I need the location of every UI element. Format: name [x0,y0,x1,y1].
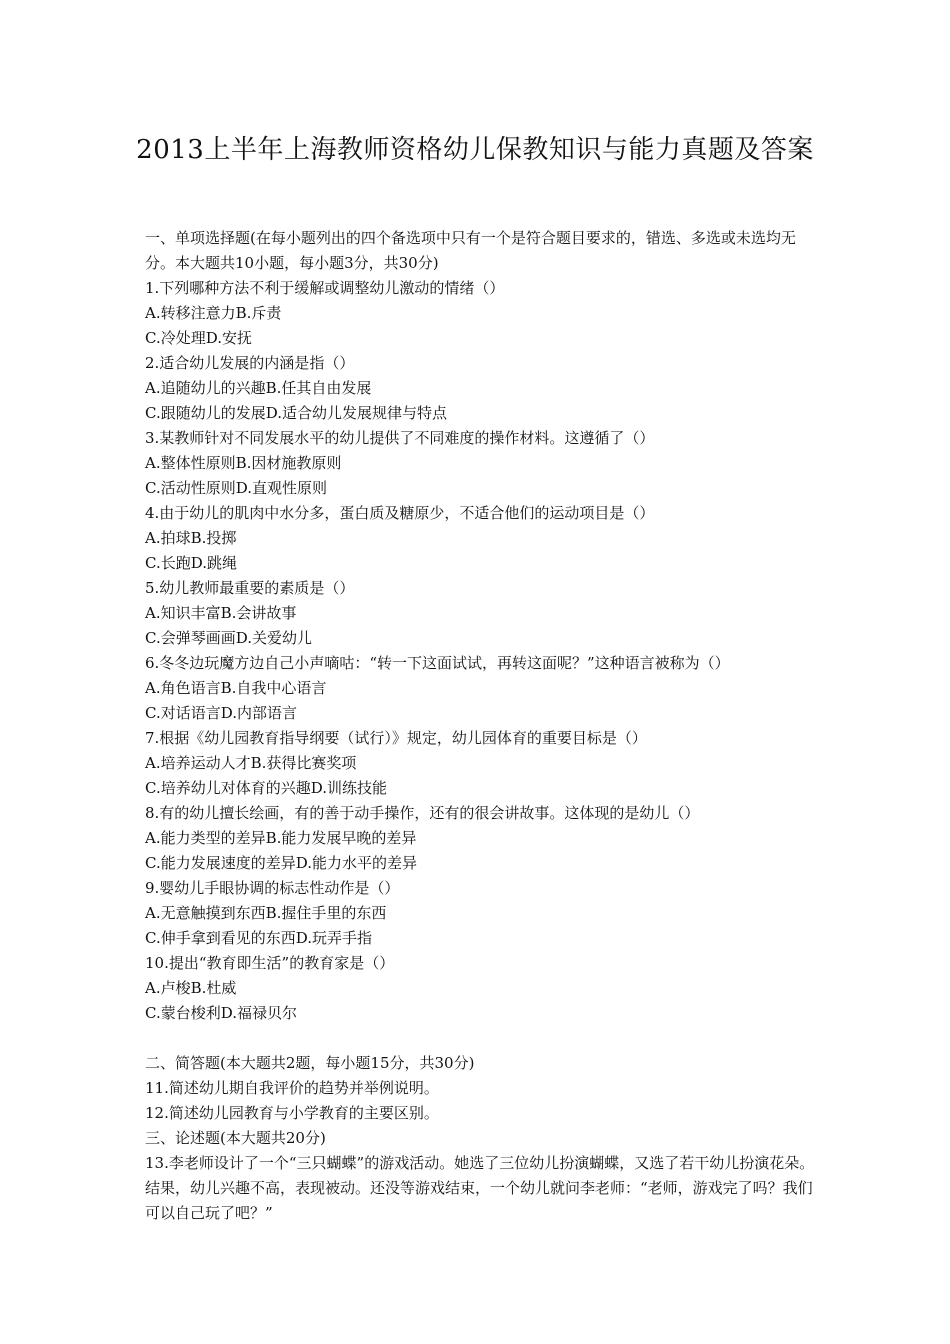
exam-content [145,226,820,1226]
question-5-options-cd: C.会弹琴画画D.关爱幼儿 [145,629,312,647]
question-6-options-ab: A.角色语言B.自我中心语言 [145,679,327,697]
section-spacer [145,1026,820,1051]
page-title: 2013上半年上海教师资格幼儿保教知识与能力真题及答案 [136,135,814,165]
question-7: 7.根据《幼儿园教育指导纲要（试行）》规定，幼儿园体育的重要目标是（） [145,729,647,747]
question-4-options-cd: C.长跑D.跳绳 [145,554,237,572]
question-8-options-ab: A.能力类型的差异B.能力发展早晚的差异 [145,829,417,847]
question-9-options-ab: A.无意触摸到东西B.握住手里的东西 [145,904,387,922]
question-6-options-cd: C.对话语言D.内部语言 [145,704,297,722]
question-11: 11.简述幼儿期自我评价的趋势并举例说明。 [145,1079,439,1097]
question-13: 13.李老师设计了一个“三只蝴蝶”的游戏活动。她选了三位幼儿扮演蝴蝶，又选了若干幼儿扮演花朵。结果，幼儿兴趣不高，表现被动。还没等游戏结束，一个幼儿就问李老师：“老师，游戏完了吗？我们可以自己玩了吧？” [145,1154,815,1222]
section1-header: 一、单项选择题(在每小题列出的四个备选项中只有一个是符合题目要求的，错选、多选或未选均无分。本大题共10小题，每小题3分，共30分) [145,229,796,272]
section2-header: 二、简答题(本大题共2题，每小题15分，共30分) [145,1054,475,1072]
question-3-options-cd: C.活动性原则D.直观性原则 [145,479,327,497]
question-4: 4.由于幼儿的肌肉中水分多，蛋白质及糖原少，不适合他们的运动项目是（） [145,504,655,522]
question-10: 10.提出“教育即生活”的教育家是（） [145,954,395,972]
question-12: 12.简述幼儿园教育与小学教育的主要区别。 [145,1104,439,1122]
question-2-options-ab: A.追随幼儿的兴趣B.任其自由发展 [145,379,372,397]
question-1: 1.下列哪种方法不利于缓解或调整幼儿激动的情绪（） [145,279,505,297]
question-3-options-ab: A.整体性原则B.因材施教原则 [145,454,342,472]
section3-header: 三、论述题(本大题共20分) [145,1129,326,1147]
question-8: 8.有的幼儿擅长绘画，有的善于动手操作，还有的很会讲故事。这体现的是幼儿（） [145,804,700,822]
question-7-options-ab: A.培养运动人才B.获得比赛奖项 [145,754,357,772]
question-6: 6.冬冬边玩魔方边自己小声嘀咕：“转一下这面试试，再转这面呢？”这种语言被称为（） [145,654,730,672]
question-1-options-cd: C.冷处理D.安抚 [145,329,252,347]
question-10-options-ab: A.卢梭B.杜威 [145,979,237,997]
question-5-options-ab: A.知识丰富B.会讲故事 [145,604,297,622]
question-10-options-cd: C.蒙台梭利D.福禄贝尔 [145,1004,297,1022]
question-4-options-ab: A.拍球B.投掷 [145,529,237,547]
question-7-options-cd: C.培养幼儿对体育的兴趣D.训练技能 [145,779,387,797]
question-3: 3.某教师针对不同发展水平的幼儿提供了不同难度的操作材料。这遵循了（） [145,429,655,447]
question-8-options-cd: C.能力发展速度的差异D.能力水平的差异 [145,854,417,872]
question-9-options-cd: C.伸手拿到看见的东西D.玩弄手指 [145,929,372,947]
question-9: 9.婴幼儿手眼协调的标志性动作是（） [145,879,400,897]
question-5: 5.幼儿教师最重要的素质是（） [145,579,355,597]
question-2: 2.适合幼儿发展的内涵是指（） [145,354,355,372]
question-1-options-ab: A.转移注意力B.斥责 [145,304,282,322]
question-2-options-cd: C.跟随幼儿的发展D.适合幼儿发展规律与特点 [145,404,447,422]
